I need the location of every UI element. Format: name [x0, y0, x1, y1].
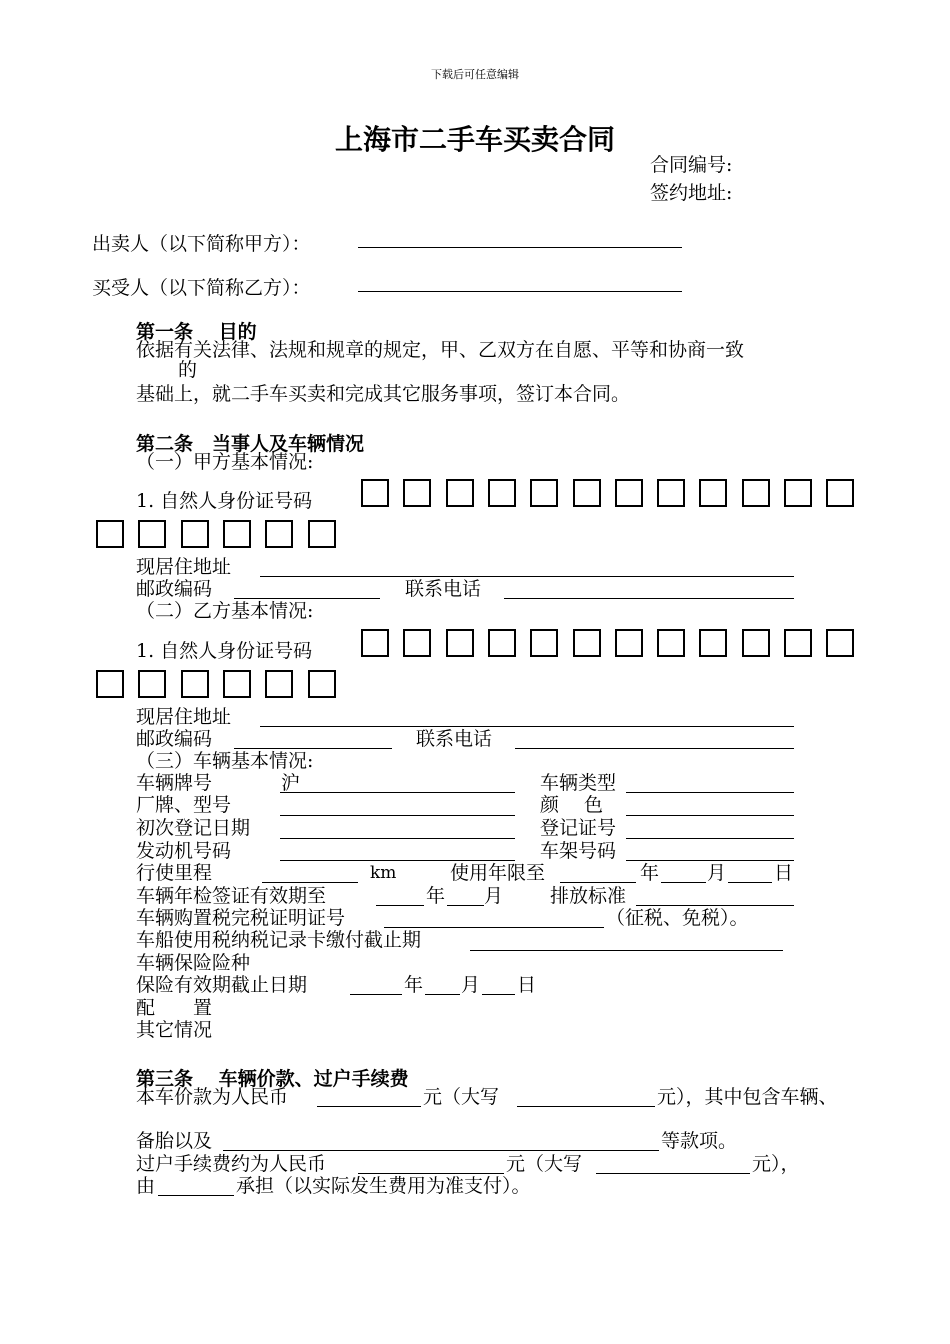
party-b-id-digit-box[interactable]	[573, 629, 601, 657]
first-reg-label: 初次登记日期	[136, 817, 251, 839]
party-b-id-digit-box[interactable]	[657, 629, 685, 657]
inspection-year-text: 年	[426, 885, 446, 907]
party-a-id-digit-box[interactable]	[784, 479, 812, 507]
price-text-c: 元），其中包含车辆、	[657, 1086, 838, 1108]
party-b-heading: （二）乙方基本情况:	[136, 600, 314, 622]
tax-cert-line[interactable]	[384, 927, 604, 928]
party-b-id-digit-box[interactable]	[699, 629, 727, 657]
party-a-address-line[interactable]	[260, 576, 794, 577]
life-year-text: 年	[640, 862, 660, 884]
party-a-id-digit-box[interactable]	[265, 520, 293, 548]
party-b-address-label: 现居住地址	[136, 706, 232, 728]
party-b-phone-line[interactable]	[515, 748, 794, 749]
party-a-id-digit-box[interactable]	[573, 479, 601, 507]
party-a-id-digit-box[interactable]	[96, 520, 124, 548]
contract-no-label: 合同编号:	[650, 154, 733, 176]
life-month-text: 月	[707, 862, 727, 884]
insurance-year-text: 年	[404, 974, 424, 996]
frame-line[interactable]	[626, 860, 794, 861]
art1-line2: 基础上，就二手车买卖和完成其它服务事项，签订本合同。	[136, 383, 631, 405]
reg-cert-line[interactable]	[626, 838, 794, 839]
party-b-id-digit-box[interactable]	[615, 629, 643, 657]
party-b-id-digit-box[interactable]	[361, 629, 389, 657]
price-text-b: 元（大写	[423, 1086, 500, 1108]
art1-line1-wrap: 的	[178, 359, 198, 381]
party-b-id-digit-box[interactable]	[223, 670, 251, 698]
inspection-label: 车辆年检签证有效期至	[136, 885, 327, 907]
party-a-id-digit-box[interactable]	[361, 479, 389, 507]
party-b-id-digit-box[interactable]	[530, 629, 558, 657]
party-a-id-digit-box[interactable]	[446, 479, 474, 507]
type-line[interactable]	[626, 792, 794, 793]
art2-heading: 第二条 当事人及车辆情况	[136, 433, 365, 455]
spare-line[interactable]	[223, 1150, 659, 1151]
buyer-label: 买受人（以下简称乙方）：	[92, 277, 311, 299]
life-day-line[interactable]	[728, 882, 772, 883]
party-b-id-digit-box[interactable]	[784, 629, 812, 657]
first-reg-line[interactable]	[280, 838, 515, 839]
inspection-year-line[interactable]	[376, 905, 424, 906]
brand-line[interactable]	[280, 815, 515, 816]
brand-label: 厂牌、型号	[136, 794, 232, 816]
vehicle-heading: （三）车辆基本情况:	[136, 750, 314, 772]
mileage-label: 行使里程	[136, 862, 213, 884]
party-b-id-digit-box[interactable]	[138, 670, 166, 698]
fee-line[interactable]	[358, 1173, 504, 1174]
km-unit: km	[370, 863, 397, 883]
life-month-line[interactable]	[661, 882, 706, 883]
party-b-id-digit-box[interactable]	[826, 629, 854, 657]
seller-label: 出卖人（以下简称甲方）：	[92, 233, 311, 255]
color-label: 颜 色	[540, 794, 604, 816]
party-b-id-digit-box[interactable]	[446, 629, 474, 657]
insurance-day-text: 日	[517, 974, 537, 996]
insurance-label: 车辆保险险种	[136, 952, 251, 974]
engine-label: 发动机号码	[136, 840, 232, 862]
party-a-id-digit-box[interactable]	[223, 520, 251, 548]
page-title: 上海市二手车买卖合同	[334, 123, 615, 156]
party-a-postcode-label: 邮政编码	[136, 578, 213, 600]
fee-text-b: 元（大写	[506, 1153, 583, 1175]
color-line[interactable]	[626, 815, 794, 816]
insurance-day-line[interactable]	[482, 994, 515, 995]
party-b-postcode-line[interactable]	[234, 748, 392, 749]
spare-text-a: 备胎以及	[136, 1130, 213, 1152]
seller-line[interactable]	[358, 247, 682, 248]
party-a-id-digit-box[interactable]	[699, 479, 727, 507]
tax-cert-label: 车辆购置税完税证明证号	[136, 907, 346, 929]
vessel-tax-label: 车船使用税纳税记录卡缴付截止期	[136, 929, 422, 951]
header-note: 下载后可任意编辑	[431, 68, 519, 81]
vessel-tax-line[interactable]	[470, 950, 783, 951]
party-b-id-digit-box[interactable]	[181, 670, 209, 698]
config-label: 配 置	[136, 997, 213, 1019]
party-b-address-line[interactable]	[260, 726, 794, 727]
sign-place-label: 签约地址:	[650, 182, 733, 204]
art3-heading: 第三条 车辆价款、过户手续费	[136, 1068, 409, 1090]
frame-label: 车架号码	[540, 840, 617, 862]
by-text-b: 承担（以实际发生费用为准支付）。	[236, 1175, 531, 1197]
party-a-id-digit-box[interactable]	[181, 520, 209, 548]
party-b-phone-label: 联系电话	[416, 728, 493, 750]
party-a-postcode-line[interactable]	[234, 598, 380, 599]
life-label: 使用年限至	[450, 862, 546, 884]
party-b-id-digit-box[interactable]	[265, 670, 293, 698]
engine-line[interactable]	[280, 860, 515, 861]
fee-upper-line[interactable]	[596, 1173, 750, 1174]
reg-cert-label: 登记证号	[540, 817, 617, 839]
insurance-expiry-label: 保险有效期截止日期	[136, 974, 308, 996]
inspection-month-line[interactable]	[447, 905, 484, 906]
party-a-id-digit-box[interactable]	[308, 520, 336, 548]
art1-line1: 依据有关法律、法规和规章的规定，甲、乙双方在自愿、平等和协商一致	[136, 339, 745, 361]
plate-prefix: 沪	[281, 772, 301, 794]
party-a-id-digit-box[interactable]	[138, 520, 166, 548]
party-a-phone-line[interactable]	[504, 598, 794, 599]
life-year-line[interactable]	[560, 882, 636, 883]
plate-line[interactable]	[280, 792, 515, 793]
party-b-postcode-label: 邮政编码	[136, 728, 213, 750]
fee-text-c: 元），	[752, 1153, 800, 1175]
mileage-line[interactable]	[262, 882, 358, 883]
other-label: 其它情况	[136, 1019, 213, 1041]
emission-line[interactable]	[636, 905, 794, 906]
by-line[interactable]	[158, 1195, 234, 1196]
party-a-id-digit-box[interactable]	[403, 479, 431, 507]
party-a-id-digit-box[interactable]	[530, 479, 558, 507]
price-text-a: 本车价款为人民币	[136, 1086, 289, 1108]
party-a-id-digit-box[interactable]	[742, 479, 770, 507]
party-a-id-digit-box[interactable]	[488, 479, 516, 507]
spare-text-b: 等款项。	[661, 1130, 738, 1152]
plate-label: 车辆牌号	[136, 772, 213, 794]
party-b-id-digit-box[interactable]	[488, 629, 516, 657]
party-a-id-digit-box[interactable]	[826, 479, 854, 507]
buyer-line[interactable]	[358, 291, 682, 292]
insurance-year-line[interactable]	[350, 994, 402, 995]
party-b-id-label: 1. 自然人身份证号码	[136, 640, 313, 662]
type-label: 车辆类型	[540, 772, 617, 794]
tax-suffix: （征税、免税）。	[606, 907, 749, 929]
party-a-id-label: 1. 自然人身份证号码	[136, 490, 313, 512]
party-b-id-digit-box[interactable]	[96, 670, 124, 698]
life-day-text: 日	[774, 862, 794, 884]
inspection-month-text: 月	[484, 885, 504, 907]
price-upper-line[interactable]	[517, 1106, 655, 1107]
party-a-heading: （一）甲方基本情况:	[136, 451, 314, 473]
insurance-month-line[interactable]	[425, 994, 460, 995]
insurance-month-text: 月	[461, 974, 481, 996]
price-line[interactable]	[317, 1106, 421, 1107]
party-a-address-label: 现居住地址	[136, 556, 232, 578]
fee-text-a: 过户手续费约为人民币	[136, 1153, 327, 1175]
party-a-id-digit-box[interactable]	[657, 479, 685, 507]
by-text-a: 由	[136, 1175, 156, 1197]
emission-label: 排放标准	[550, 885, 627, 907]
party-a-phone-label: 联系电话	[405, 578, 482, 600]
art1-heading: 第一条 目的	[136, 321, 257, 343]
party-a-id-digit-box[interactable]	[615, 479, 643, 507]
party-b-id-digit-box[interactable]	[403, 629, 431, 657]
party-b-id-digit-box[interactable]	[742, 629, 770, 657]
party-b-id-digit-box[interactable]	[308, 670, 336, 698]
